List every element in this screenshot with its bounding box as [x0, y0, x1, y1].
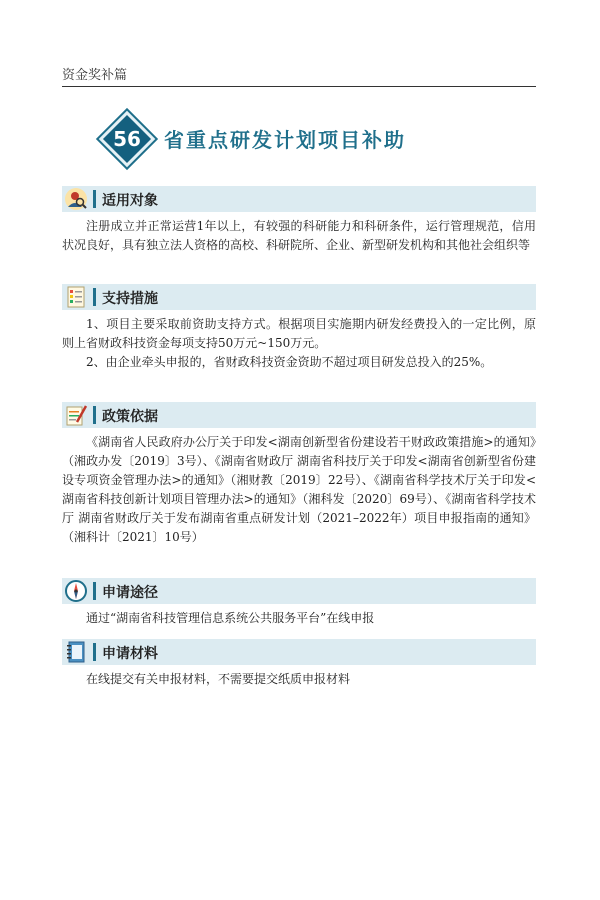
- section-paragraph: 注册成立并正常运营1年以上，有较强的科研能力和科研条件，运行管理规范，信用状况良好，具有独立法人资格的高校、科研院所、企业、新型研发机构和其他社会组织等: [62, 219, 536, 252]
- section-title: 支持措施: [102, 291, 158, 307]
- section-paragraph: 《湖南省人民政府办公厅关于印发<湖南创新型省份建设若干财政政策措施>的通知》（湘政办发〔2019〕3号）、《湖南省财政厅 湖南省科技厅关于印发<湖南省创新型省份建设专项资金管理办法>的通知》（湘财教〔2019〕22号）、《湖南省科学技术厅关于印发<湖南省科技创新计划项目管理办法>的通知》（湘科发〔2020〕69号）、《湖南省科学技术厅 湖南省财政厅关于发布湖南省重点研发计划（2021–2022年）项目申报指南的通知》（湘科计〔2021〕10号）: [62, 435, 536, 544]
- running-header: 资金奖补篇: [62, 68, 128, 83]
- section-paragraph: 通过“湖南省科技管理信息系统公共服务平台”在线申报: [86, 611, 375, 625]
- document-pencil-icon: [62, 402, 90, 428]
- checklist-icon: [62, 284, 90, 310]
- section-application-materials: [62, 639, 536, 689]
- section-header: [62, 186, 536, 212]
- section-header: [62, 402, 536, 428]
- person-search-icon: [62, 186, 90, 212]
- section-title: 政策依据: [102, 409, 158, 425]
- section-title: 申请材料: [102, 646, 158, 662]
- section-title: 适用对象: [102, 193, 158, 209]
- section-paragraph: 在线提交有关申报材料，不需要提交纸质申报材料: [86, 672, 351, 686]
- section-applicable-objects: [62, 186, 536, 255]
- section-support-measures: [62, 284, 536, 372]
- notebook-icon: [62, 639, 90, 665]
- section-paragraph: 1、项目主要采取前资助支持方式。根据项目实施期内研发经费投入的一定比例，原则上省财政科技资金每项支持50万元~150万元。: [62, 317, 536, 350]
- section-header: [62, 578, 536, 604]
- chapter-number-badge: [96, 108, 158, 170]
- section-policy-basis: [62, 402, 536, 547]
- chapter-number: 56: [113, 127, 141, 151]
- section-title: 申请途径: [102, 585, 158, 601]
- chapter-heading: [96, 108, 536, 170]
- compass-icon: [62, 578, 90, 604]
- section-header: [62, 284, 536, 310]
- chapter-title: 省重点研发计划项目补助: [164, 128, 406, 152]
- section-paragraph: 2、由企业牵头申报的，省财政科技资金资助不超过项目研发总投入的25%。: [86, 355, 493, 369]
- header-rule: [62, 86, 536, 87]
- section-header: [62, 639, 536, 665]
- section-application-channel: [62, 578, 536, 628]
